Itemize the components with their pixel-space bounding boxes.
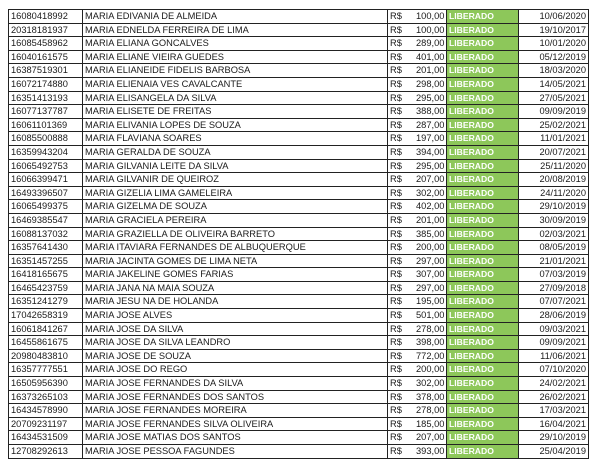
amount-cell: 278,00 (414, 404, 447, 418)
status-badge: LIBERADO (447, 105, 519, 119)
cpf-cell: 12708292613 (9, 445, 83, 459)
date-cell: 09/09/2019 (519, 105, 589, 119)
cpf-cell: 16434531509 (9, 431, 83, 445)
name-cell: MARIA JANA NA MAIA SOUZA (83, 281, 388, 295)
name-cell: MARIA ELIANA GONCALVES (83, 37, 388, 51)
amount-cell: 385,00 (414, 227, 447, 241)
currency-cell: R$ (388, 431, 415, 445)
name-cell: MARIA GIZELIA LIMA GAMELEIRA (83, 186, 388, 200)
status-badge: LIBERADO (447, 268, 519, 282)
cpf-cell: 16061101369 (9, 118, 83, 132)
date-cell: 10/06/2020 (519, 10, 589, 24)
date-cell: 07/10/2020 (519, 363, 589, 377)
table-row (9, 404, 589, 418)
table-row (9, 213, 589, 227)
table-row (9, 309, 589, 323)
cpf-cell: 16387519301 (9, 64, 83, 78)
currency-cell: R$ (388, 254, 415, 268)
date-cell: 25/11/2020 (519, 159, 589, 173)
amount-cell: 401,00 (414, 50, 447, 64)
currency-cell: R$ (388, 37, 415, 51)
table-row (9, 118, 589, 132)
cpf-cell: 16357641430 (9, 241, 83, 255)
amount-cell: 501,00 (414, 309, 447, 323)
table-row (9, 363, 589, 377)
cpf-cell: 16434578990 (9, 404, 83, 418)
name-cell: MARIA JESU NA DE HOLANDA (83, 295, 388, 309)
name-cell: MARIA JOSE PESSOA FAGUNDES (83, 445, 388, 459)
status-badge: LIBERADO (447, 445, 519, 459)
currency-cell: R$ (388, 173, 415, 187)
name-cell: MARIA JOSE DE SOUZA (83, 349, 388, 363)
table-row (9, 295, 589, 309)
date-cell: 29/10/2019 (519, 431, 589, 445)
name-cell: MARIA JOSE ALVES (83, 309, 388, 323)
table-row (9, 349, 589, 363)
date-cell: 21/01/2021 (519, 254, 589, 268)
amount-cell: 298,00 (414, 77, 447, 91)
currency-cell: R$ (388, 50, 415, 64)
amount-cell: 772,00 (414, 349, 447, 363)
status-badge: LIBERADO (447, 173, 519, 187)
currency-cell: R$ (388, 118, 415, 132)
status-badge: LIBERADO (447, 295, 519, 309)
date-cell: 25/04/2019 (519, 445, 589, 459)
spreadsheet (8, 9, 589, 459)
currency-cell: R$ (388, 322, 415, 336)
cpf-cell: 16040161575 (9, 50, 83, 64)
date-cell: 18/03/2020 (519, 64, 589, 78)
name-cell: MARIA JOSE FERNANDES DA SILVA (83, 377, 388, 391)
cpf-cell: 16351457255 (9, 254, 83, 268)
currency-cell: R$ (388, 417, 415, 431)
name-cell: MARIA GILVANIA LEITE DA SILVA (83, 159, 388, 173)
cpf-cell: 17042658319 (9, 309, 83, 323)
amount-cell: 398,00 (414, 336, 447, 350)
date-cell: 27/09/2018 (519, 281, 589, 295)
cpf-cell: 16373265103 (9, 390, 83, 404)
status-badge: LIBERADO (447, 349, 519, 363)
date-cell: 09/09/2021 (519, 336, 589, 350)
table-row (9, 254, 589, 268)
cpf-cell: 16065492753 (9, 159, 83, 173)
amount-cell: 388,00 (414, 105, 447, 119)
status-badge: LIBERADO (447, 23, 519, 37)
table-row (9, 431, 589, 445)
table-row (9, 159, 589, 173)
table-row (9, 268, 589, 282)
name-cell: MARIA EDNELDA FERREIRA DE LIMA (83, 23, 388, 37)
table-row (9, 186, 589, 200)
amount-cell: 207,00 (414, 173, 447, 187)
cpf-cell: 16066399471 (9, 173, 83, 187)
cpf-cell: 16088137032 (9, 227, 83, 241)
amount-cell: 297,00 (414, 281, 447, 295)
currency-cell: R$ (388, 159, 415, 173)
currency-cell: R$ (388, 77, 415, 91)
status-badge: LIBERADO (447, 241, 519, 255)
date-cell: 17/03/2021 (519, 404, 589, 418)
cpf-cell: 16505956390 (9, 377, 83, 391)
table-body (9, 10, 589, 459)
currency-cell: R$ (388, 132, 415, 146)
currency-cell: R$ (388, 363, 415, 377)
cpf-cell: 16351241279 (9, 295, 83, 309)
cpf-cell: 16493396507 (9, 186, 83, 200)
table-row (9, 10, 589, 24)
name-cell: MARIA JOSE DA SILVA LEANDRO (83, 336, 388, 350)
table-row (9, 91, 589, 105)
cpf-cell: 20980483810 (9, 349, 83, 363)
cpf-cell: 16418165675 (9, 268, 83, 282)
status-badge: LIBERADO (447, 404, 519, 418)
status-badge: LIBERADO (447, 64, 519, 78)
currency-cell: R$ (388, 268, 415, 282)
table-row (9, 37, 589, 51)
table-row (9, 23, 589, 37)
cpf-cell: 16357777551 (9, 363, 83, 377)
table-row (9, 50, 589, 64)
status-badge: LIBERADO (447, 159, 519, 173)
name-cell: MARIA JOSE MATIAS DOS SANTOS (83, 431, 388, 445)
status-badge: LIBERADO (447, 227, 519, 241)
status-badge: LIBERADO (447, 417, 519, 431)
table-row (9, 64, 589, 78)
currency-cell: R$ (388, 336, 415, 350)
amount-cell: 201,00 (414, 64, 447, 78)
status-badge: LIBERADO (447, 309, 519, 323)
table-row (9, 417, 589, 431)
amount-cell: 393,00 (414, 445, 447, 459)
amount-cell: 287,00 (414, 118, 447, 132)
name-cell: MARIA JAKELINE GOMES FARIAS (83, 268, 388, 282)
name-cell: MARIA JOSE DA SILVA (83, 322, 388, 336)
amount-cell: 201,00 (414, 213, 447, 227)
status-badge: LIBERADO (447, 118, 519, 132)
table-row (9, 173, 589, 187)
name-cell: MARIA ELIANE VIEIRA GUEDES (83, 50, 388, 64)
beneficiary-table (8, 9, 589, 459)
date-cell: 29/10/2019 (519, 200, 589, 214)
amount-cell: 200,00 (414, 363, 447, 377)
cpf-cell: 16061841267 (9, 322, 83, 336)
amount-cell: 295,00 (414, 91, 447, 105)
date-cell: 16/04/2021 (519, 417, 589, 431)
name-cell: MARIA JOSE FERNANDES MOREIRA (83, 404, 388, 418)
cpf-cell: 20318181937 (9, 23, 83, 37)
amount-cell: 100,00 (414, 23, 447, 37)
amount-cell: 278,00 (414, 322, 447, 336)
currency-cell: R$ (388, 349, 415, 363)
name-cell: MARIA GERALDA DE SOUZA (83, 145, 388, 159)
table-row (9, 281, 589, 295)
status-badge: LIBERADO (447, 37, 519, 51)
status-badge: LIBERADO (447, 50, 519, 64)
table-row (9, 322, 589, 336)
cpf-cell: 16455861675 (9, 336, 83, 350)
currency-cell: R$ (388, 64, 415, 78)
amount-cell: 197,00 (414, 132, 447, 146)
amount-cell: 295,00 (414, 159, 447, 173)
table-row (9, 227, 589, 241)
cpf-cell: 16359943204 (9, 145, 83, 159)
amount-cell: 297,00 (414, 254, 447, 268)
date-cell: 20/07/2021 (519, 145, 589, 159)
table-row (9, 105, 589, 119)
currency-cell: R$ (388, 10, 415, 24)
date-cell: 24/02/2021 (519, 377, 589, 391)
table-row (9, 200, 589, 214)
date-cell: 14/05/2021 (519, 77, 589, 91)
name-cell: MARIA ELISANGELA DA SILVA (83, 91, 388, 105)
currency-cell: R$ (388, 186, 415, 200)
cpf-cell: 16469385547 (9, 213, 83, 227)
currency-cell: R$ (388, 241, 415, 255)
currency-cell: R$ (388, 404, 415, 418)
table-row (9, 77, 589, 91)
date-cell: 02/03/2021 (519, 227, 589, 241)
name-cell: MARIA ELISETE DE FREITAS (83, 105, 388, 119)
amount-cell: 195,00 (414, 295, 447, 309)
date-cell: 09/03/2021 (519, 322, 589, 336)
name-cell: MARIA ELIENAIA VES CAVALCANTE (83, 77, 388, 91)
cpf-cell: 16065499375 (9, 200, 83, 214)
status-badge: LIBERADO (447, 336, 519, 350)
name-cell: MARIA JOSE DO REGO (83, 363, 388, 377)
currency-cell: R$ (388, 309, 415, 323)
name-cell: MARIA JACINTA GOMES DE LIMA NETA (83, 254, 388, 268)
table-row (9, 241, 589, 255)
status-badge: LIBERADO (447, 132, 519, 146)
name-cell: MARIA GIZELMA DE SOUZA (83, 200, 388, 214)
amount-cell: 378,00 (414, 390, 447, 404)
status-badge: LIBERADO (447, 363, 519, 377)
cpf-cell: 16080418992 (9, 10, 83, 24)
status-badge: LIBERADO (447, 145, 519, 159)
amount-cell: 402,00 (414, 200, 447, 214)
currency-cell: R$ (388, 105, 415, 119)
date-cell: 07/03/2019 (519, 268, 589, 282)
table-row (9, 132, 589, 146)
name-cell: MARIA FLAVIANA SOARES (83, 132, 388, 146)
status-badge: LIBERADO (447, 254, 519, 268)
status-badge: LIBERADO (447, 186, 519, 200)
table-row (9, 390, 589, 404)
date-cell: 19/10/2017 (519, 23, 589, 37)
name-cell: MARIA JOSE FERNANDES SILVA OLIVEIRA (83, 417, 388, 431)
name-cell: MARIA ITAVIARA FERNANDES DE ALBUQUERQUE (83, 241, 388, 255)
currency-cell: R$ (388, 227, 415, 241)
amount-cell: 394,00 (414, 145, 447, 159)
date-cell: 24/11/2020 (519, 186, 589, 200)
cpf-cell: 16085500888 (9, 132, 83, 146)
currency-cell: R$ (388, 23, 415, 37)
status-badge: LIBERADO (447, 213, 519, 227)
cpf-cell: 20709231197 (9, 417, 83, 431)
status-badge: LIBERADO (447, 431, 519, 445)
currency-cell: R$ (388, 200, 415, 214)
amount-cell: 307,00 (414, 268, 447, 282)
cpf-cell: 16077137787 (9, 105, 83, 119)
status-badge: LIBERADO (447, 200, 519, 214)
status-badge: LIBERADO (447, 322, 519, 336)
status-badge: LIBERADO (447, 91, 519, 105)
cpf-cell: 16465423759 (9, 281, 83, 295)
date-cell: 07/07/2021 (519, 295, 589, 309)
name-cell: MARIA ELIVANIA LOPES DE SOUZA (83, 118, 388, 132)
currency-cell: R$ (388, 145, 415, 159)
amount-cell: 200,00 (414, 241, 447, 255)
date-cell: 26/02/2021 (519, 390, 589, 404)
currency-cell: R$ (388, 377, 415, 391)
date-cell: 30/09/2019 (519, 213, 589, 227)
amount-cell: 100,00 (414, 10, 447, 24)
date-cell: 28/06/2019 (519, 309, 589, 323)
cpf-cell: 16085458962 (9, 37, 83, 51)
name-cell: MARIA ELIANEIDE FIDELIS BARBOSA (83, 64, 388, 78)
table-row (9, 145, 589, 159)
amount-cell: 289,00 (414, 37, 447, 51)
name-cell: MARIA GRAZIELLA DE OLIVEIRA BARRETO (83, 227, 388, 241)
date-cell: 11/06/2021 (519, 349, 589, 363)
date-cell: 27/05/2021 (519, 91, 589, 105)
date-cell: 05/12/2019 (519, 50, 589, 64)
currency-cell: R$ (388, 281, 415, 295)
date-cell: 20/08/2019 (519, 173, 589, 187)
amount-cell: 302,00 (414, 377, 447, 391)
date-cell: 10/01/2020 (519, 37, 589, 51)
status-badge: LIBERADO (447, 77, 519, 91)
status-badge: LIBERADO (447, 10, 519, 24)
amount-cell: 302,00 (414, 186, 447, 200)
status-badge: LIBERADO (447, 377, 519, 391)
currency-cell: R$ (388, 295, 415, 309)
cpf-cell: 16072174880 (9, 77, 83, 91)
currency-cell: R$ (388, 91, 415, 105)
currency-cell: R$ (388, 390, 415, 404)
table-row (9, 445, 589, 459)
currency-cell: R$ (388, 213, 415, 227)
name-cell: MARIA GILVANIR DE QUEIROZ (83, 173, 388, 187)
date-cell: 11/01/2021 (519, 132, 589, 146)
amount-cell: 185,00 (414, 417, 447, 431)
status-badge: LIBERADO (447, 281, 519, 295)
date-cell: 25/02/2021 (519, 118, 589, 132)
status-badge: LIBERADO (447, 390, 519, 404)
name-cell: MARIA EDIVANIA DE ALMEIDA (83, 10, 388, 24)
table-row (9, 336, 589, 350)
name-cell: MARIA JOSE FERNANDES DOS SANTOS (83, 390, 388, 404)
name-cell: MARIA GRACIELA PEREIRA (83, 213, 388, 227)
amount-cell: 207,00 (414, 431, 447, 445)
cpf-cell: 16351413193 (9, 91, 83, 105)
currency-cell: R$ (388, 445, 415, 459)
table-row (9, 377, 589, 391)
date-cell: 08/05/2019 (519, 241, 589, 255)
